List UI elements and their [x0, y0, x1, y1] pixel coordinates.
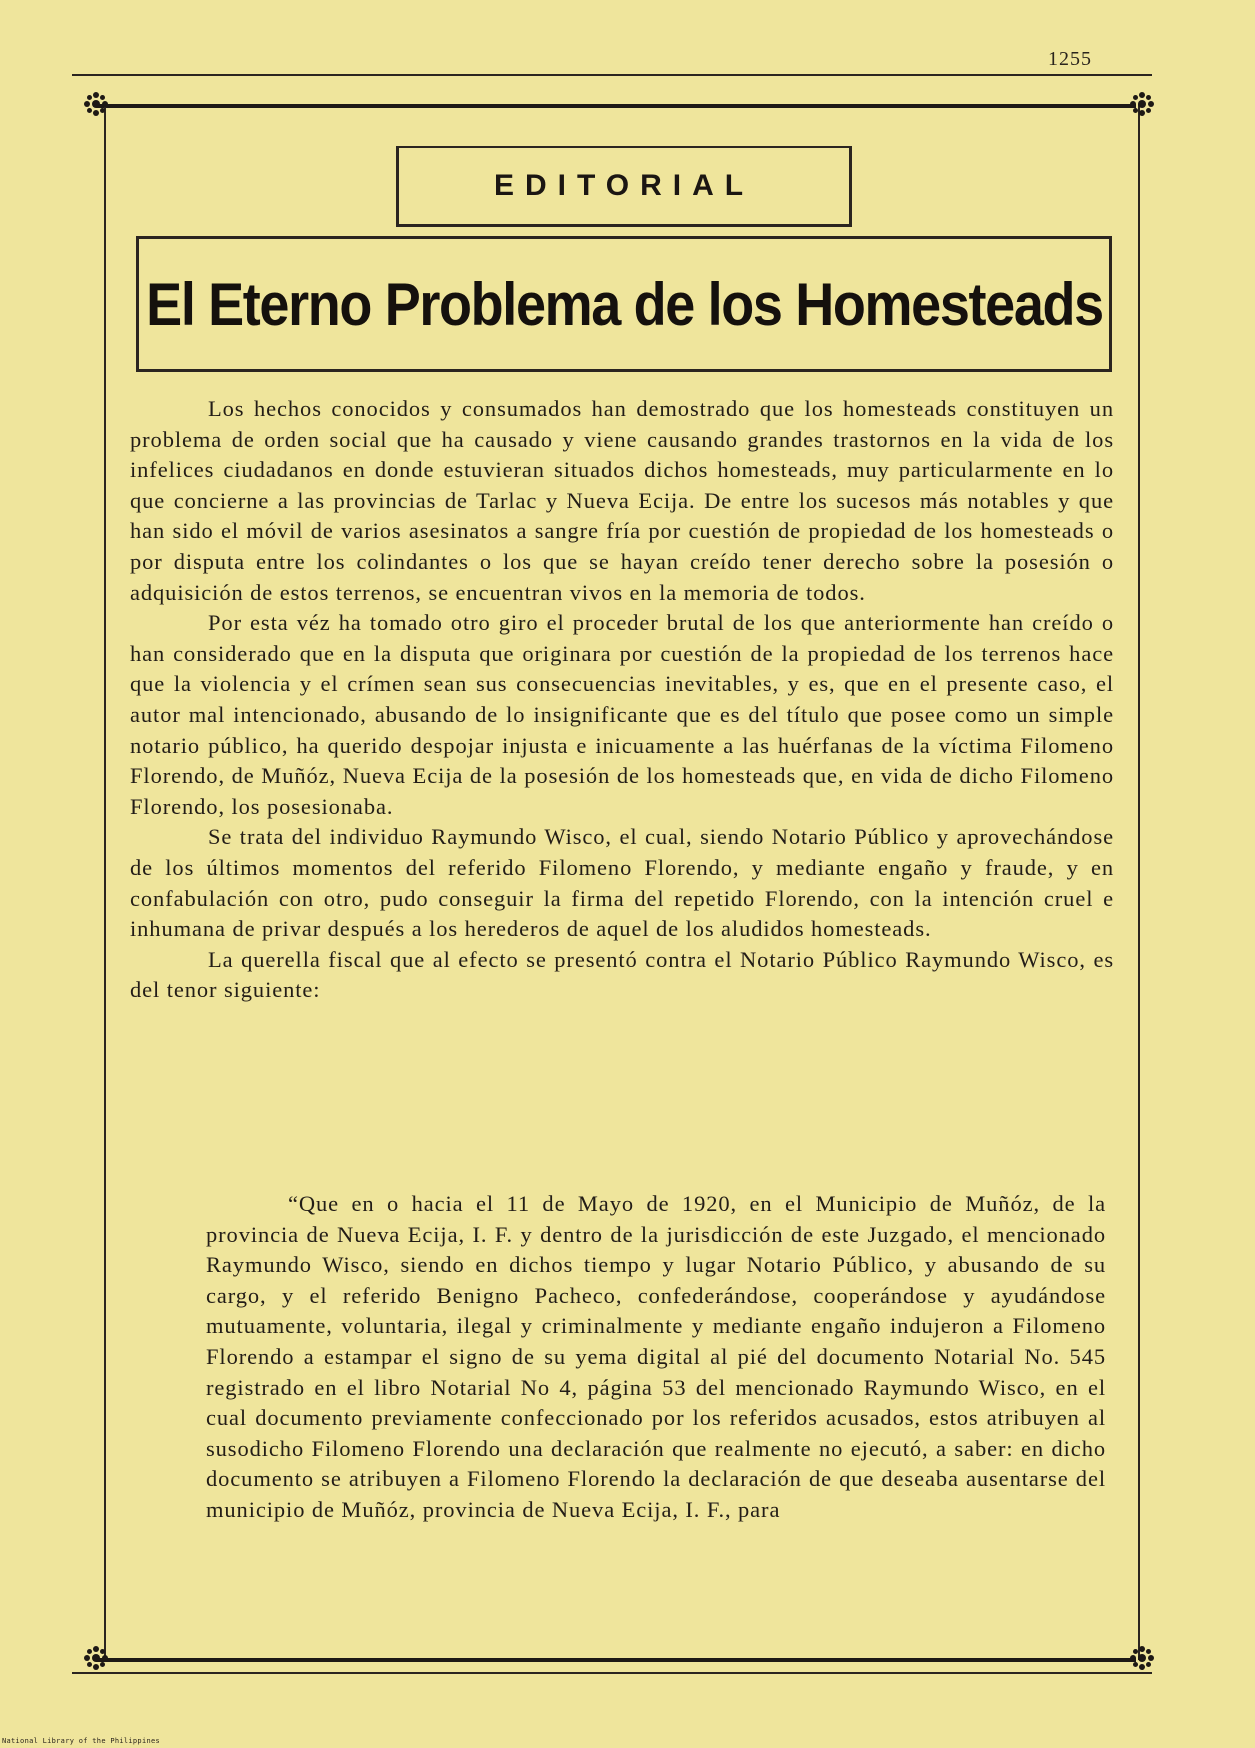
- article-paragraph: Se trata del individuo Raymundo Wisco, el cual, siendo Notario Público y aprovechándose de los últimos momentos del referido Filomeno Florendo, y mediante engaño y fraude, y en confabulación con otro, pudo conseguir la firma del repetido Florendo, con la intención cruel e inhumana de privar después a los herederos de aquel de los aludidos homesteads.: [130, 824, 1114, 942]
- flower-ornament-icon: [1128, 1644, 1156, 1672]
- flower-ornament-icon: [82, 90, 110, 118]
- article-headline: El Eterno Problema de los Homesteads: [145, 270, 1103, 338]
- headline-box: [136, 236, 1112, 372]
- bottom-border-rule: [96, 1658, 1136, 1662]
- right-frame-line: [1138, 104, 1140, 1660]
- quoted-complaint: [206, 1189, 1106, 1526]
- top-border-rule: [96, 104, 1136, 108]
- article-paragraph: Por esta véz ha tomado otro giro el proceder brutal de los que anteriormente han creído o han considerado que en la disputa que originara por cuestión de la propiedad de los terrenos hace que la violencia y el crímen sean sus consecuencias inevitables, y es, que en el presente caso, el autor mal intencionado, abusando de lo insignificante que es del título que posee como un simple notario público, ha querido despojar injusta e inicuamente a las huérfanas de la víctima Filomeno Florendo, de Muñóz, Nueva Ecija de la posesión de los homesteads que, en vida de dicho Filomeno Florendo, los posesionaba.: [130, 610, 1114, 819]
- top-thin-rule: [72, 74, 1152, 76]
- bottom-thin-rule: [72, 1672, 1152, 1674]
- quote-paragraph: “Que en o hacia el 11 de Mayo de 1920, en el Municipio de Muñóz, de la provincia de Nueva Ecija, I. F. y dentro de la jurisdicción de este Juzgado, el mencionado Raymundo Wisco, siendo en dichos tiempo y lugar Notario Público, y abusando de su cargo, y el referido Benigno Pacheco, confederándose, cooperándose y ayudándose mutuamente, voluntaria, ilegal y criminalmente y mediante engaño indujeron a Filomeno Florendo a estampar el signo de su yema digital al pié del documento Notarial No. 545 registrado en el libro Notarial No 4, página 53 del mencionado Raymundo Wisco, en el cual documento previamente confeccionado por los referidos acusados, estos atribuyen al susodicho Filomeno Florendo una declaración que realmente no ejecutó, a saber: en dicho documento se atribuyen a Filomeno Florendo la declaración de que deseaba ausentarse del municipio de Muñóz, provincia de Nueva Ecija, I. F., para: [206, 1191, 1106, 1522]
- article-paragraph: Los hechos conocidos y consumados han demostrado que los homesteads constituyen un problema de orden social que ha causado y viene causando grandes trastornos en la vida de los infelices ciudadanos en donde estuvieran situados dichos homesteads, muy particularmente en lo que concierne a las provincias de Tarlac y Nueva Ecija. De entre los sucesos más notables y que han sido el móvil de varios asesinatos a sangre fría por cuestión de propiedad de los homesteads o por disputa entre los colindantes o los que se hayan creído tener derecho sobre la posesión o adquisición de estos terrenos, se encuentran vivos en la memoria de todos.: [130, 396, 1114, 605]
- article-paragraph: La querella fiscal que al efecto se presentó contra el Notario Público Raymundo Wisco, es del tenor siguiente:: [130, 946, 1114, 1003]
- footer-credit: National Library of the Philippines: [2, 1737, 161, 1745]
- page-number: 1255: [1048, 48, 1092, 70]
- article-body: [130, 394, 1114, 1006]
- section-label-box: [396, 146, 852, 227]
- left-frame-line: [104, 104, 106, 1660]
- section-label: EDITORIAL: [493, 169, 755, 202]
- flower-ornament-icon: [1128, 90, 1156, 118]
- flower-ornament-icon: [82, 1644, 110, 1672]
